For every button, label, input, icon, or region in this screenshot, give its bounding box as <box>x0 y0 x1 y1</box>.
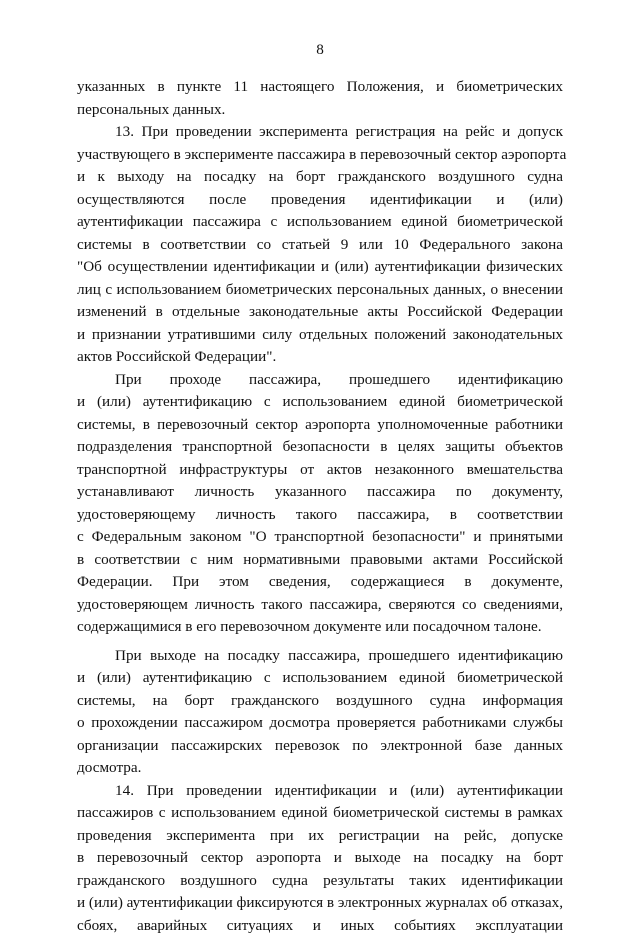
text-line: устанавливают личность указанного пассажира по документу, <box>77 481 563 504</box>
text-line: системы, в перевозочный сектор аэропорта уполномоченные работники <box>77 414 563 437</box>
text-line: и (или) аутентификации фиксируются в электронных журналах об отказах, <box>77 892 563 915</box>
text-line: системы, на борт гражданского воздушного судна информация <box>77 690 563 713</box>
document-body <box>77 76 563 937</box>
text-line: системы в соответствии со статьей 9 или 10 Федерального закона <box>77 234 563 257</box>
text-line: пассажиров с использованием единой биометрической системы в рамках <box>77 802 563 825</box>
text-line: досмотра. <box>77 757 563 780</box>
text-line: Федерации. При этом сведения, содержащиеся в документе, <box>77 571 563 594</box>
text-line: При выходе на посадку пассажира, прошедшего идентификацию <box>77 645 563 668</box>
text-line: и (или) аутентификацию с использованием единой биометрической <box>77 667 563 690</box>
text-line: и к выходу на посадку на борт гражданского воздушного судна <box>77 166 563 189</box>
text-line: проведения эксперимента при их регистрации на рейс, допуске <box>77 825 563 848</box>
text-line: транспортной инфраструктуры от актов незаконного вмешательства <box>77 459 563 482</box>
text-line: указанных в пункте 11 настоящего Положения, и биометрических <box>77 76 563 99</box>
text-line: удостоверяющем личность такого пассажира, сверяются со сведениями, <box>77 594 563 617</box>
text-line: осуществляются после проведения идентификации и (или) <box>77 189 563 212</box>
text-line: о прохождении пассажиром досмотра проверяется работниками службы <box>77 712 563 735</box>
text-line: персональных данных. <box>77 99 563 122</box>
text-line: 13. При проведении эксперимента регистрация на рейс и допуск <box>77 121 563 144</box>
text-line: содержащимися в его перевозочном документе или посадочном талоне. <box>77 616 563 639</box>
text-line: организации пассажирских перевозок по электронной базе данных <box>77 735 563 758</box>
paragraph-item-14 <box>77 780 563 937</box>
text-line: участвующего в эксперименте пассажира в перевозочный сектор аэропорта <box>77 144 563 167</box>
text-line: в соответствии с ним нормативными правовыми актами Российской <box>77 549 563 572</box>
text-line: аутентификации пассажира с использованием единой биометрической <box>77 211 563 234</box>
text-line: и (или) аутентификацию с использованием единой биометрической <box>77 391 563 414</box>
text-line: "Об осуществлении идентификации и (или) аутентификации физических <box>77 256 563 279</box>
paragraph-continuation <box>77 76 563 121</box>
text-line: лиц с использованием биометрических персональных данных, о внесении <box>77 279 563 302</box>
paragraph-boarding <box>77 645 563 780</box>
page-number: 8 <box>0 40 640 60</box>
text-line: подразделения транспортной безопасности в целях защиты объектов <box>77 436 563 459</box>
text-line: актов Российской Федерации". <box>77 346 563 369</box>
text-line: 14. При проведении идентификации и (или) аутентификации <box>77 780 563 803</box>
text-line: и признании утратившими силу отдельных положений законодательных <box>77 324 563 347</box>
text-line: в перевозочный сектор аэропорта и выходе на посадку на борт <box>77 847 563 870</box>
paragraph-passage <box>77 369 563 639</box>
paragraph-item-13 <box>77 121 563 369</box>
text-line: с Федеральным законом "О транспортной безопасности" и принятыми <box>77 526 563 549</box>
text-line: удостоверяющему личность такого пассажира, в соответствии <box>77 504 563 527</box>
text-line: сбоях, аварийных ситуациях и иных событиях эксплуатации <box>77 915 563 937</box>
text-line: изменений в отдельные законодательные акты Российской Федерации <box>77 301 563 324</box>
text-line: гражданского воздушного судна результаты таких идентификации <box>77 870 563 893</box>
text-line: При проходе пассажира, прошедшего идентификацию <box>77 369 563 392</box>
